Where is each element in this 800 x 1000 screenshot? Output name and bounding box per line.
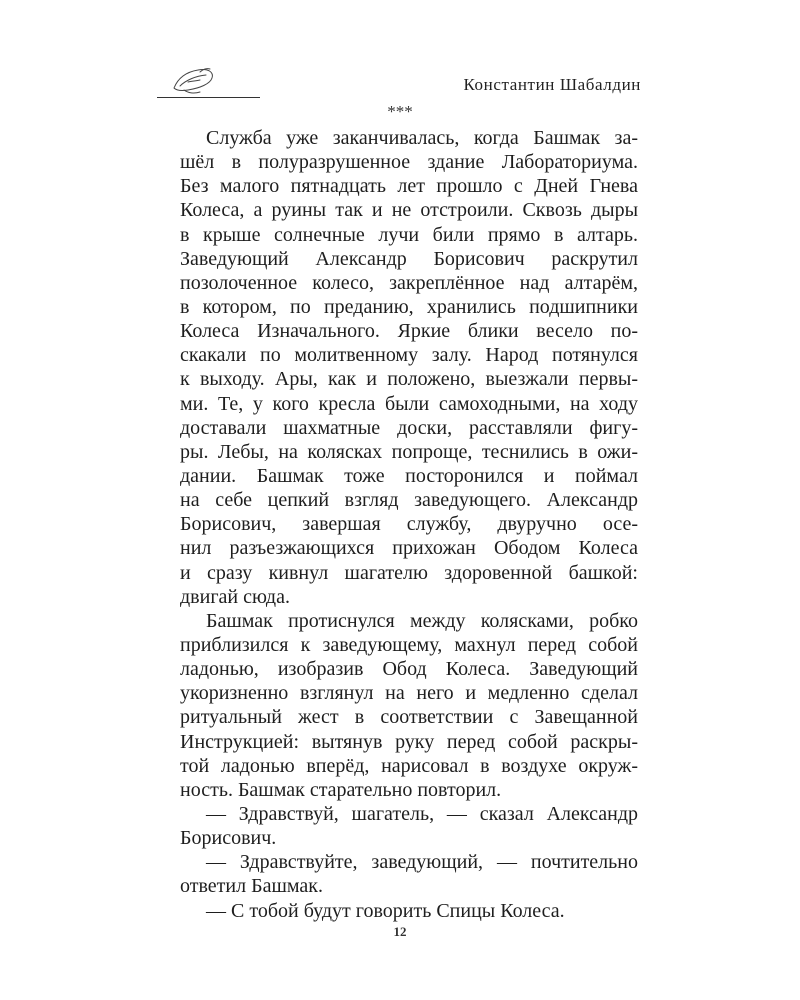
text-line: в крыше солнечные лучи били прямо в алтарь. xyxy=(180,223,638,246)
text-line: Инструкцией: вытянув руку перед собой раскры- xyxy=(180,730,638,753)
text-line: позолоченное колесо, закреплённое над алтарём, xyxy=(180,271,638,294)
text-line: Башмак протиснулся между колясками, робко xyxy=(206,609,638,632)
text-line: — Здравствуй, шагатель, — сказал Александр xyxy=(206,802,638,825)
text-line: ритуальный жест в соответствии с Завещанной xyxy=(180,706,638,729)
text-line: дании. Башмак тоже посторонился и поймал xyxy=(180,464,638,487)
text-line: Служба уже заканчивалась, когда Башмак за- xyxy=(206,127,638,149)
text-line: ность. Башмак старательно повторил. xyxy=(180,778,502,801)
text-line: к выходу. Ары, как и положено, выезжали первы- xyxy=(180,368,638,391)
body-text xyxy=(180,126,638,923)
text-line: доставали шахматные доски, расставляли фигу- xyxy=(180,416,638,439)
section-break-mark: *** xyxy=(387,102,413,121)
text-line: на себе цепкий взгляд заведующего. Александр xyxy=(180,489,638,512)
text-line: укоризненно взглянул на него и медленно сделал xyxy=(180,682,638,705)
text-line: Борисович, завершая службу, двуручно осе- xyxy=(180,513,638,536)
text-line: — Здравствуйте, заведующий, — почтительно xyxy=(206,851,638,874)
text-line: Колеса Изначального. Яркие блики весело по- xyxy=(180,320,638,343)
text-line: скакали по молитвенному залу. Народ потянулся xyxy=(180,344,638,367)
text-line: приблизился к заведующему, махнул перед собой xyxy=(180,633,638,656)
text-line: Борисович. xyxy=(180,827,277,850)
text-line: ры. Лебы, на колясках попроще, теснились в ожи- xyxy=(180,440,638,463)
text-line: шёл в полуразрушенное здание Лабораториума. xyxy=(180,151,638,174)
header-rule xyxy=(157,97,260,98)
text-line: Колеса, а руины так и не отстроили. Сквозь дыры xyxy=(180,199,638,222)
text-line: двигай сюда. xyxy=(180,585,290,608)
publisher-logo xyxy=(170,64,218,98)
text-line: и сразу кивнул шагателю здоровенной башкой: xyxy=(180,561,638,584)
text-line: ми. Те, у кого кресла были самоходными, на ходу xyxy=(180,392,638,415)
text-line: Заведующий Александр Борисович раскрутил xyxy=(180,247,638,270)
text-line: Без малого пятнадцать лет прошло с Дней Гнева xyxy=(180,175,638,198)
text-line: ладонью, изобразив Обод Колеса. Заведующий xyxy=(180,658,638,681)
text-line: той ладонью вперёд, нарисовал в воздухе окруж- xyxy=(180,754,638,777)
page-number: 12 xyxy=(393,924,407,939)
text-line: в котором, по преданию, хранились подшипники xyxy=(180,295,638,318)
running-head-author: Константин Шабалдин xyxy=(463,75,641,94)
text-line: ответил Башмак. xyxy=(180,875,323,898)
text-line: нил разъезжающихся прихожан Ободом Колеса xyxy=(180,537,638,560)
text-line: — С тобой будут говорить Спицы Колеса. xyxy=(206,899,565,922)
